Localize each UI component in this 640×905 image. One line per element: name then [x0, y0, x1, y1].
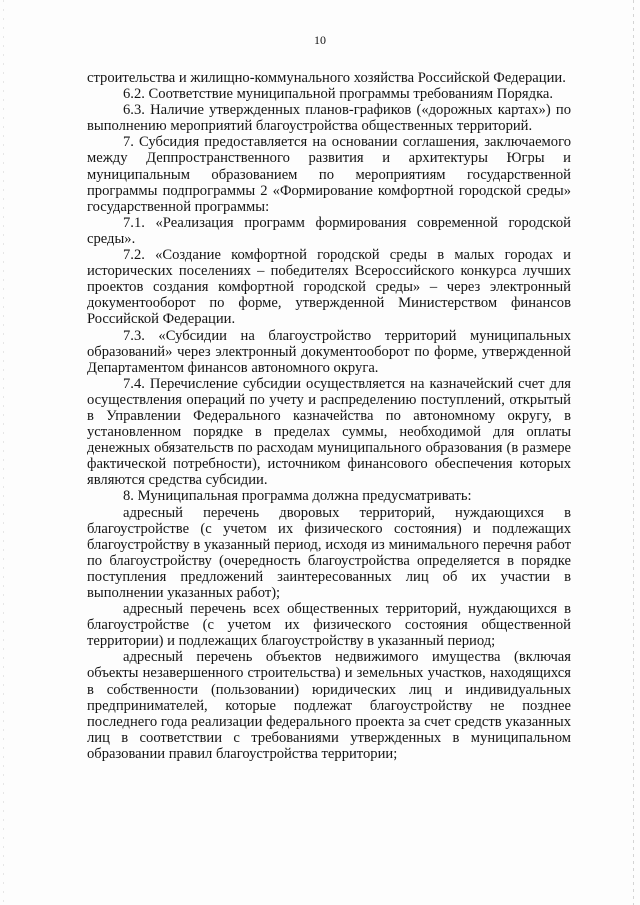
paragraph-6-2: 6.2. Соответствие муниципальной программы требованиям Порядка. — [123, 86, 554, 103]
paragraph-8: 8. Муниципальная программа должна предусматривать: — [123, 488, 472, 505]
page-number: 10 — [314, 33, 326, 47]
paragraph-8-public-list: адресный перечень всех общественных территорий, нуждающихся в благоустройстве (с учетом их физического состояния общественной территории) и подлежащих благоустройству в указанный период; — [87, 601, 571, 650]
paragraph-6-3: 6.3. Наличие утвержденных планов-графиков («дорожных картах») по выполнению мероприятий благоустройства общественных территорий. — [87, 102, 571, 135]
scan-edge-right — [633, 0, 634, 905]
scan-edge-left — [3, 0, 4, 905]
paragraph-7-4: 7.4. Перечисление субсидии осуществляется на казначейский счет для осуществления операций по учету и распределению поступлений, открытый в Управлении Федерального казначейства по автономному округу, в установленном порядке в пределах суммы, необходимой для оплаты денежных обязательств по расходам муниципального образования (в размере фактической потребности), источником финансового обеспечения которых являются средства субсидии. — [87, 375, 571, 489]
paragraph-continuation: строительства и жилищно-коммунального хозяйства Российской Федерации. — [87, 70, 566, 86]
paragraph-7-2: 7.2. «Создание комфортной городской среды в малых городах и исторических поселениях – победителях Всероссийского конкурса лучших проектов создания комфортной городской среды» – через электронный документооборот по форме, утвержденной Министерством финансов Российской Федерации. — [87, 247, 571, 328]
paragraph-7-3: 7.3. «Субсидии на благоустройство территорий муниципальных образований» через электронный документооборот по форме, утвержденной Департаментом финансов автономного округа. — [87, 327, 571, 376]
paragraph-7: 7. Субсидия предоставляется на основании соглашения, заключаемого между Деппространственного развития и архитектуры Югры и муниципальным образованием по мероприятиям государственной программы подпрограммы 2 «Формирование комфортной городской среды» государственной программы: — [87, 134, 571, 215]
paragraph-7-1: 7.1. «Реализация программ формирования современной городской среды». — [87, 214, 571, 247]
paragraph-8-property-list: адресный перечень объектов недвижимого имущества (включая объекты незавершенного строительства) и земельных участков, находящихся в собственности (пользовании) юридических лиц и индивидуальных предпринимателей, которые подлежат благоустройству не позднее последнего года реализации федерального проекта за счет средств указанных лиц в соответствии с требованиями утвержденных в муниципальном образовании правил благоустройства территории; — [87, 649, 571, 762]
paragraph-8-yard-list: адресный перечень дворовых территорий, нуждающихся в благоустройстве (с учетом их физического состояния) и подлежащих благоустройству в указанный период, исходя из минимального перечня работ по благоустройству (очередность благоустройства определяется в порядке поступления предложений заинтересованных лиц об их участии в выполнении указанных работ); — [87, 504, 571, 601]
document-body — [87, 70, 571, 762]
